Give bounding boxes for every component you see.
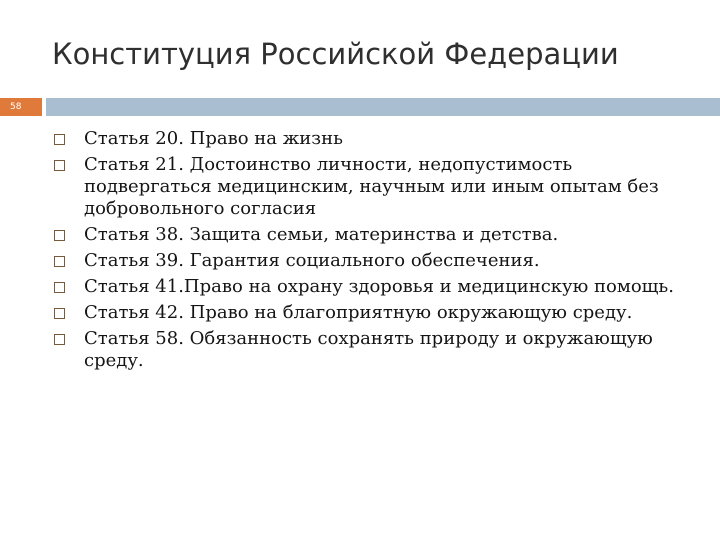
page-number: 58: [10, 102, 22, 112]
bullet-list: [52, 128, 692, 376]
list-item: [52, 154, 692, 220]
list-item-text: Статья 21. Достоинство личности, недопустимость подвергаться медицинским, научным или иным опытам без добровольного согласия: [84, 154, 659, 219]
square-bullet-icon: [54, 134, 65, 145]
list-item: [52, 250, 692, 272]
list-item: [52, 276, 692, 298]
square-bullet-icon: [54, 308, 65, 319]
list-item: [52, 302, 692, 324]
list-item: [52, 224, 692, 246]
square-bullet-icon: [54, 230, 65, 241]
list-item-text: Статья 42. Право на благоприятную окружающую среду.: [84, 302, 633, 323]
list-item-text: Статья 58. Обязанность сохранять природу и окружающую среду.: [84, 328, 653, 371]
square-bullet-icon: [54, 334, 65, 345]
square-bullet-icon: [54, 256, 65, 267]
header-band: [46, 98, 720, 116]
list-item-text: Статья 41.Право на охрану здоровья и медицинскую помощь.: [84, 276, 674, 297]
list-item-text: Статья 38. Защита семьи, материнства и детства.: [84, 224, 559, 245]
square-bullet-icon: [54, 160, 65, 171]
list-item-text: Статья 20. Право на жизнь: [84, 128, 343, 149]
square-bullet-icon: [54, 282, 65, 293]
list-item: [52, 128, 692, 150]
slide-title: Конституция Российской Федерации: [52, 37, 619, 71]
list-item-text: Статья 39. Гарантия социального обеспечения.: [84, 250, 540, 271]
list-item: [52, 328, 692, 372]
